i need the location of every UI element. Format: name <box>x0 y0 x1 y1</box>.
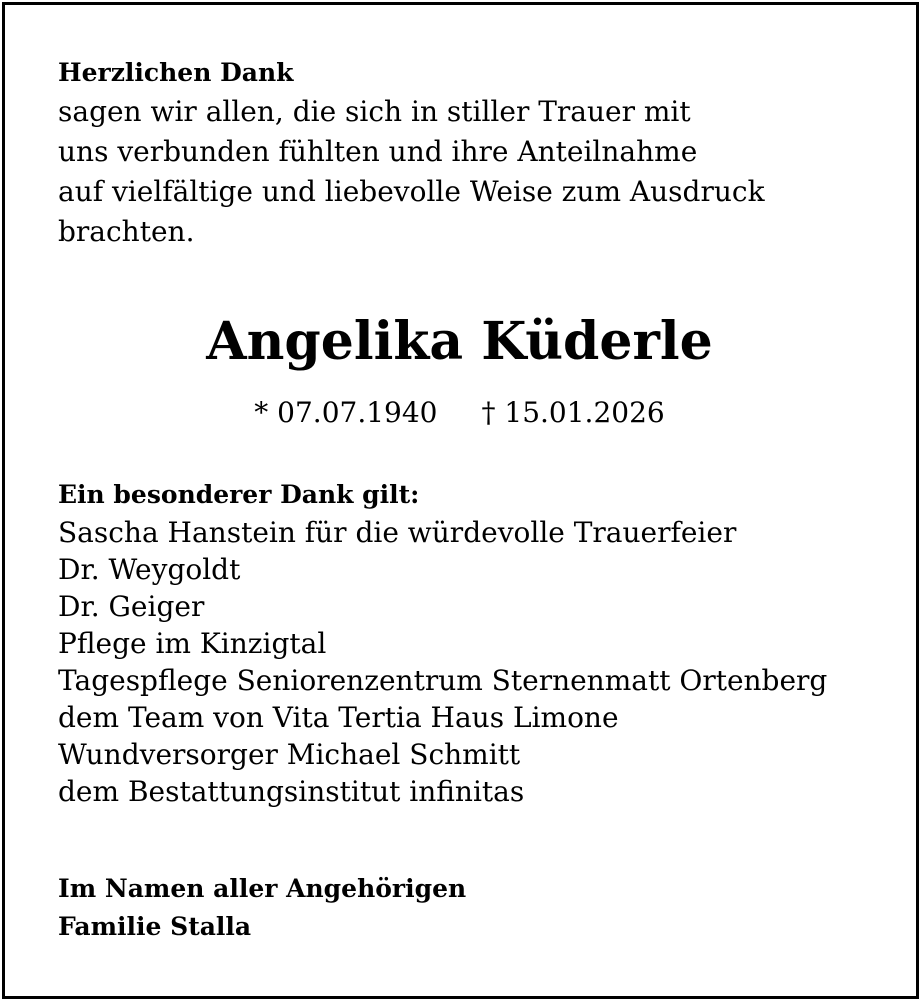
thanks-item: Dr. Geiger <box>58 590 205 623</box>
life-dates <box>0 393 919 433</box>
death-date: † 15.01.2026 <box>481 396 665 429</box>
notice-heading: Herzlichen Dank <box>58 58 294 87</box>
special-thanks-section <box>58 478 898 810</box>
thanks-item: Dr. Weygoldt <box>58 553 241 586</box>
special-thanks-list <box>58 514 898 810</box>
deceased-name: Angelika Küderle <box>206 311 713 372</box>
thanks-item: dem Bestattungsinstitut infinitas <box>58 775 525 808</box>
family-signature: Familie Stalla <box>58 912 252 941</box>
closing-line: Im Namen aller Angehörigen <box>58 874 467 903</box>
thanks-item: dem Team von Vita Tertia Haus Limone <box>58 701 619 734</box>
closing-section <box>58 870 858 946</box>
thanks-item: Wundversorger Michael Schmitt <box>58 738 521 771</box>
special-thanks-heading: Ein besonderer Dank gilt: <box>58 480 420 509</box>
intro-line: uns verbunden fühlten und ihre Anteilnahme <box>58 135 698 168</box>
intro-line: auf vielfältige und liebevolle Weise zum Ausdruck <box>58 175 765 208</box>
thanks-item: Tagespflege Seniorenzentrum Sternenmatt Ortenberg <box>58 664 828 697</box>
birth-date: * 07.07.1940 <box>254 396 438 429</box>
intro-section <box>58 56 878 252</box>
thanks-item: Pflege im Kinzigtal <box>58 627 327 660</box>
intro-line: brachten. <box>58 215 195 248</box>
intro-line: sagen wir allen, die sich in stiller Trauer mit <box>58 95 691 128</box>
intro-paragraph <box>58 92 878 252</box>
thanks-item: Sascha Hanstein für die würdevolle Trauerfeier <box>58 516 737 549</box>
